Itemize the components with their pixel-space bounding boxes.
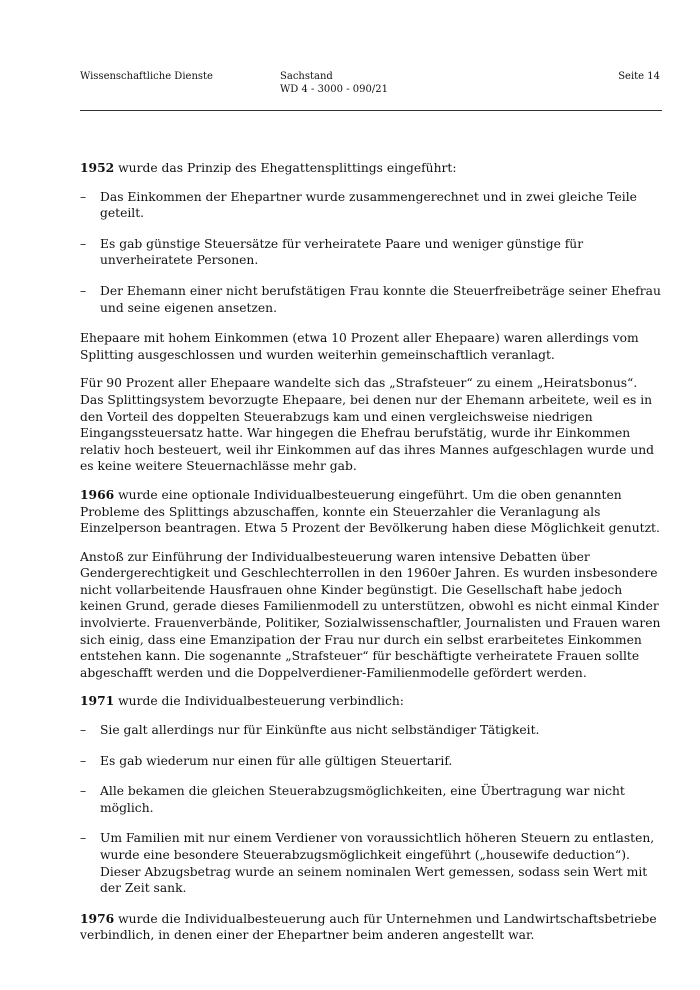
header-page-number: Seite 14 (618, 71, 660, 82)
paragraph-1966 (80, 487, 662, 537)
page-header (80, 70, 660, 110)
dash-bullet: – (80, 723, 87, 738)
dash-bullet: – (80, 236, 87, 251)
list-item (80, 189, 662, 222)
list-item-text: Der Ehemann einer nicht berufstätigen Frau konnte die Steuerfreibeträge seiner Ehefrau und seine eigenen ansetzen. (100, 283, 661, 315)
header-document-type: Sachstand (280, 71, 333, 82)
list-item (80, 753, 662, 770)
list-1952 (80, 189, 662, 317)
year-1952: 1952 (80, 160, 115, 175)
dash-bullet: – (80, 753, 87, 768)
list-item-text: Um Familien mit nur einem Verdiener von voraussichtlich höheren Steuern zu entlasten, wurde eine besondere Steuerabzugsmöglichkeit eingeführt („housewife deduction“). Dieser Abzugsbetrag wurde an seinem nominalen Wert gemessen, sodass sein Wert mit der Zeit sank. (100, 831, 655, 896)
list-item-text: Sie galt allerdings nur für Einkünfte aus nicht selbständiger Tätigkeit. (100, 723, 540, 738)
header-document-number: WD 4 - 3000 - 090/21 (280, 84, 388, 95)
list-item (80, 283, 662, 316)
list-item-text: Alle bekamen die gleichen Steuerabzugsmöglichkeiten, eine Übertragung war nicht möglich. (100, 784, 625, 815)
paragraph-high-income: Ehepaare mit hohem Einkommen (etwa 10 Prozent aller Ehepaare) waren allerdings vom Splitting ausgeschlossen und wurden weiterhin gemeinschaftlich veranlagt. (80, 331, 639, 362)
paragraph-1976 (80, 911, 662, 944)
document-body (80, 160, 662, 956)
list-1971 (80, 722, 662, 897)
year-1966: 1966 (80, 486, 115, 502)
list-item (80, 236, 662, 269)
text-1971-intro: wurde die Individualbesteuerung verbindlich: (114, 694, 404, 709)
text-1976: wurde die Individualbesteuerung auch für Unternehmen und Landwirtschaftsbetriebe verbindlich, in denen einer der Ehepartner beim anderen angestellt war. (80, 911, 657, 943)
dash-bullet: – (80, 831, 87, 846)
list-item (80, 783, 662, 816)
header-divider (80, 110, 662, 111)
list-item (80, 722, 662, 739)
list-item-text: Das Einkommen der Ehepartner wurde zusammengerechnet und in zwei gleiche Teile geteilt. (100, 189, 637, 221)
paragraph-1971-intro (80, 693, 662, 710)
paragraph-strafsteuer: Für 90 Prozent aller Ehepaare wandelte sich das „Strafsteuer“ zu einem „Heiratsbonus“. Das Splittingsystem bevorzugte Ehepaare, bei denen nur der Ehemann arbeitete, weil es in den Vorteil des doppelten Steuerabzugs kam und einen vergleichsweise niedrigen Eingangssteuersatz hatte. War hingegen die Ehefrau berufstätig, wurde ihr Einkommen relativ hoch besteuert, weil ihr Einkommen auf das ihres Mannes aufgeschlagen wurde und es keine weitere Steuernachlässe mehr gab. (80, 376, 655, 474)
paragraph-anstoss: Anstoß zur Einführung der Individualbesteuerung waren intensive Debatten über Gendergerechtigkeit und Geschlechterrollen in den 1960er Jahren. Es wurden insbesondere nicht vollarbeitende Hausfrauen ohne Kinder begünstigt. Die Gesellschaft habe jedoch keinen Grund, gerade dieses Familienmodell zu unterstützen, obwohl es nicht einmal Kinder involvierte. Frauenverbände, Politiker, Sozialwissenschaftler, Journalisten und Frauen waren sich einig, dass eine Emanzipation der Frau nur durch ein selbst erarbeitetes Einkommen entstehen kann. Die sogenannte „Strafsteuer“ für beschäftigte verheiratete Frauen sollte abgeschafft werden und die Doppelverdiener-Familienmodelle gefördert werden. (80, 549, 661, 680)
text-1952-intro: wurde das Prinzip des Ehegattensplittings eingeführt: (114, 161, 457, 175)
list-item-text: Es gab günstige Steuersätze für verheiratete Paare und weniger günstige für unverheiratete Personen. (100, 236, 584, 268)
text-1966: wurde eine optionale Individualbesteuerung eingeführt. Um die oben genannten Probleme des Splittings abzuschaffen, konnte ein Steuerzahler die Veranlagung als Einzelperson beantragen. Etwa 5 Prozent der Bevölkerung haben diese Möglichkeit genutzt. (80, 487, 660, 536)
dash-bullet: – (80, 283, 87, 298)
paragraph-1952-intro (80, 160, 662, 177)
year-1971: 1971 (80, 693, 115, 709)
dash-bullet: – (80, 784, 87, 799)
year-1976: 1976 (80, 910, 115, 926)
dash-bullet: – (80, 189, 87, 204)
header-document-info (280, 70, 388, 96)
list-item-text: Es gab wiederum nur einen für alle gültigen Steuertarif. (100, 753, 453, 768)
list-item (80, 830, 662, 896)
header-department: Wissenschaftliche Dienste (80, 71, 213, 82)
